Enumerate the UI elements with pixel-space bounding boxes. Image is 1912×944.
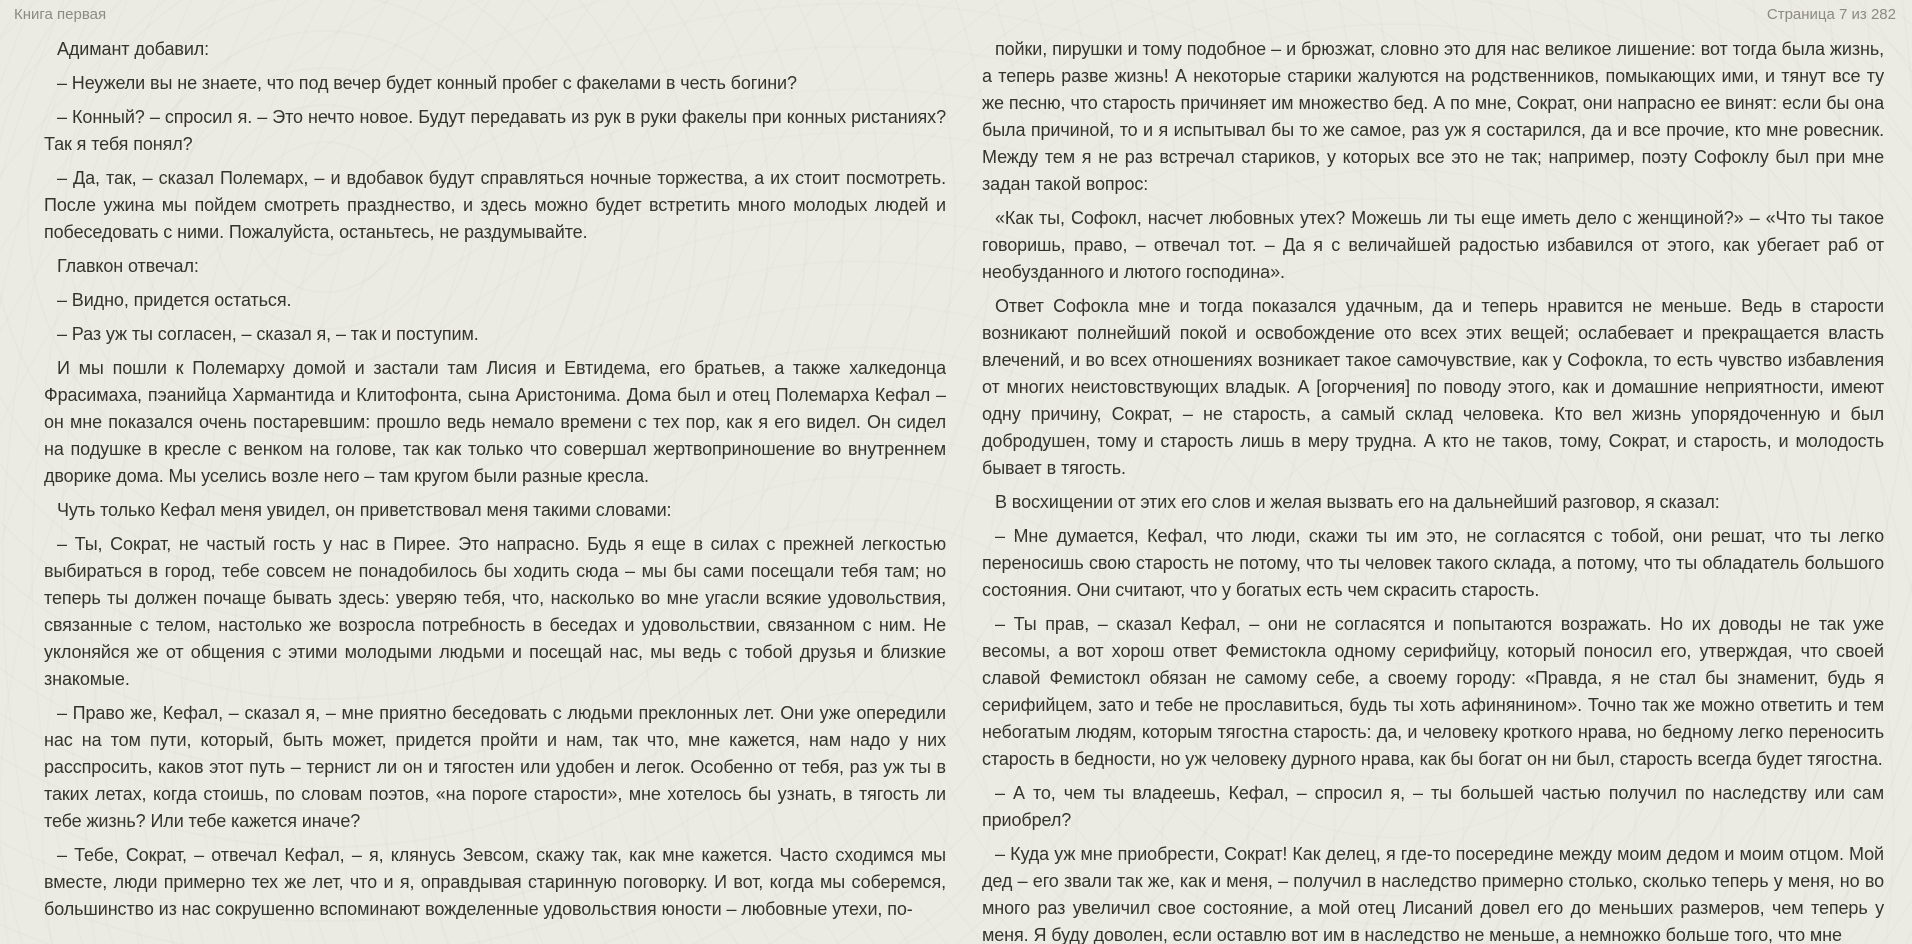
paragraph: И мы пошли к Полемарху домой и застали там Лисия и Евтидема, его братьев, а также халкедонца Фрасимаха, пэанийца Хармантида и Клитофонта, сына Аристонима. Дома был и отец Полемарха Кефал – он мне показался очень постаревшим: прошло ведь немало времени с тех пор, как я его видел. Он сидел на подушке в кресле с венком на голове, так как только что совершал жертвоприношение во внутреннем дворике дома. Мы уселись возле него – там кругом были разные кресла. — [44, 358, 946, 486]
paragraph: – Да, так, – сказал Полемарх, – и вдобавок будут справляться ночные торжества, а их стоит посмотреть. После ужина мы пойдем смотреть празднество, и здесь можно будет встретить много молодых людей и побеседовать с ними. Пожалуйста, останьтесь, не раздумывайте. — [44, 168, 946, 242]
paragraph: Чуть только Кефал меня увидел, он приветствовал меня такими словами: — [57, 500, 672, 520]
paragraph: – Конный? – спросил я. – Это нечто новое. Будут передавать из рук в руки факелы при конных ристаниях? Так я тебя понял? — [44, 107, 946, 154]
paragraph: – Куда уж мне приобрести, Сократ! Как делец, я где-то посередине между моим дедом и моим отцом. Мой дед – его звали так же, как и меня, – получил в наследство примерно столько, сколько теперь у меня, но во много раз увеличил свое состояние, а мой отец Лисаний довел его до меньших размеров, чем теперь у меня. Я буду доволен, если оставлю вот им в наследство не меньше, а немножко больше того, что мне — [982, 844, 1884, 944]
reader-header — [14, 6, 1896, 24]
paragraph: пойки, пирушки и тому подобное – и брюзжат, словно это для нас великое лишение: вот тогда была жизнь, а теперь разве жизнь! А некоторые старики жалуются на родственников, помыкающих ими, и тянут все ту же песню, что старость причиняет им множество бед. А по мне, Сократ, они напрасно ее винят: если бы она была причиной, то и я испытывал бы то же самое, раз уж я состарился, да и все прочие, кто мне ровесник. Между тем я не раз встречал стариков, у которых все это не так; например, поэту Софоклу был при мне задан такой вопрос: — [982, 39, 1884, 194]
paragraph: «Как ты, Софокл, насчет любовных утех? Можешь ли ты еще иметь дело с женщиной?» – «Что ты такое говоришь, право, – отвечал тот. – Да я с величайшей радостью избавился от этого, как убегает раб от необузданного и лютого господина». — [982, 208, 1884, 282]
reading-area[interactable] — [44, 36, 1884, 944]
paragraph: – Мне думается, Кефал, что люди, скажи ты им это, не согласятся с тобой, они решат, что ты легко переносишь свою старость не потому, что ты человек такого склада, а потому, что ты обладатель большого состояния. Они считают, что у богатых есть чем скрасить старость. — [982, 526, 1884, 600]
paragraph: – Неужели вы не знаете, что под вечер будет конный пробег с факелами в честь богини? — [57, 73, 797, 93]
paragraph: Адимант добавил: — [57, 39, 210, 59]
page-left[interactable] — [44, 36, 946, 944]
page-indicator: Страница 7 из 282 — [1766, 6, 1896, 23]
paragraph: – А то, чем ты владеешь, Кефал, – спросил я, – ты большей частью получил по наследству или сам приобрел? — [982, 783, 1884, 830]
page-right[interactable] — [982, 36, 1884, 944]
paragraph: – Видно, придется остаться. — [57, 290, 292, 310]
paragraph: Ответ Софокла мне и тогда показался удачным, да и теперь нравится не меньше. Ведь в старости возникают полнейший покой и освобождение ото всех этих вещей; ослабевает и прекращается власть влечений, и во всех отношениях возникает такое самочувствие, как у Софокла, то есть чувство избавления от многих неистовствующих владык. А [огорчения] по поводу этого, как и домашние неприятности, имеют одну причину, Сократ, – не старость, а самый склад человека. Кто вел жизнь упорядоченную и был добродушен, тому и старость лишь в меру трудна. А кто не таков, тому, Сократ, и старость, и молодость бывает в тягость. — [982, 296, 1884, 478]
paragraph: – Право же, Кефал, – сказал я, – мне приятно беседовать с людьми преклонных лет. Они уже опередили нас на том пути, который, быть может, придется пройти и нам, так что, мне кажется, нам надо у них расспросить, каков этот путь – тернист ли он и тягостен или удобен и легок. Особенно от тебя, раз уж ты в таких летах, когда стоишь, по словам поэтов, «на пороге старости», мне хотелось бы узнать, в тягость ли тебе жизнь? Или тебе кажется иначе? — [44, 703, 946, 831]
book-title: Книга первая — [14, 6, 107, 23]
paragraph: – Раз уж ты согласен, – сказал я, – так и поступим. — [57, 324, 479, 344]
paragraph: Главкон отвечал: — [57, 256, 199, 276]
paragraph: – Тебе, Сократ, – отвечал Кефал, – я, клянусь Зевсом, скажу так, как мне кажется. Часто сходимся мы вместе, люди примерно тех же лет, что и я, оправдывая старинную поговорку. И вот, когда мы соберемся, большинство из нас сокрушенно вспоминают вожделенные удовольствия юности – любовные утехи, по- — [44, 845, 946, 919]
paragraph: В восхищении от этих его слов и желая вызвать его на дальнейший разговор, я сказал: — [995, 492, 1720, 512]
paragraph: – Ты прав, – сказал Кефал, – они не согласятся и попытаются возражать. Но их доводы не так уже весомы, а вот хорош ответ Фемистокла одному серифийцу, который поносил его, утверждая, что своей славой Фемистокл обязан не самому себе, а своему городу: «Правда, я не стал бы знаменит, будь я серифийцем, зато и тебе не прославиться, будь ты хоть афинянином». Точно так же можно ответить и тем небогатым людям, которым тягостна старость: да, и человеку кроткого нрава, но бедному легко переносить старость в бедности, но уж человеку дурного нрава, как бы богат он ни был, старость всегда будет тягостна. — [982, 614, 1884, 769]
paragraph: – Ты, Сократ, не частый гость у нас в Пирее. Это напрасно. Будь я еще в силах с прежней легкостью выбираться в город, тебе совсем не понадобилось бы ходить сюда – мы бы сами посещали тебя там; но теперь ты должен почаще бывать здесь: уверяю тебя, что, насколько во мне угасли всякие удовольствия, связанные с телом, настолько же возросла потребность в беседах и удовольствии, связанном с ним. Не уклоняйся же от общения с этими молодыми людьми и посещай нас, мы ведь с тобой друзья и близкие знакомые. — [44, 534, 946, 689]
